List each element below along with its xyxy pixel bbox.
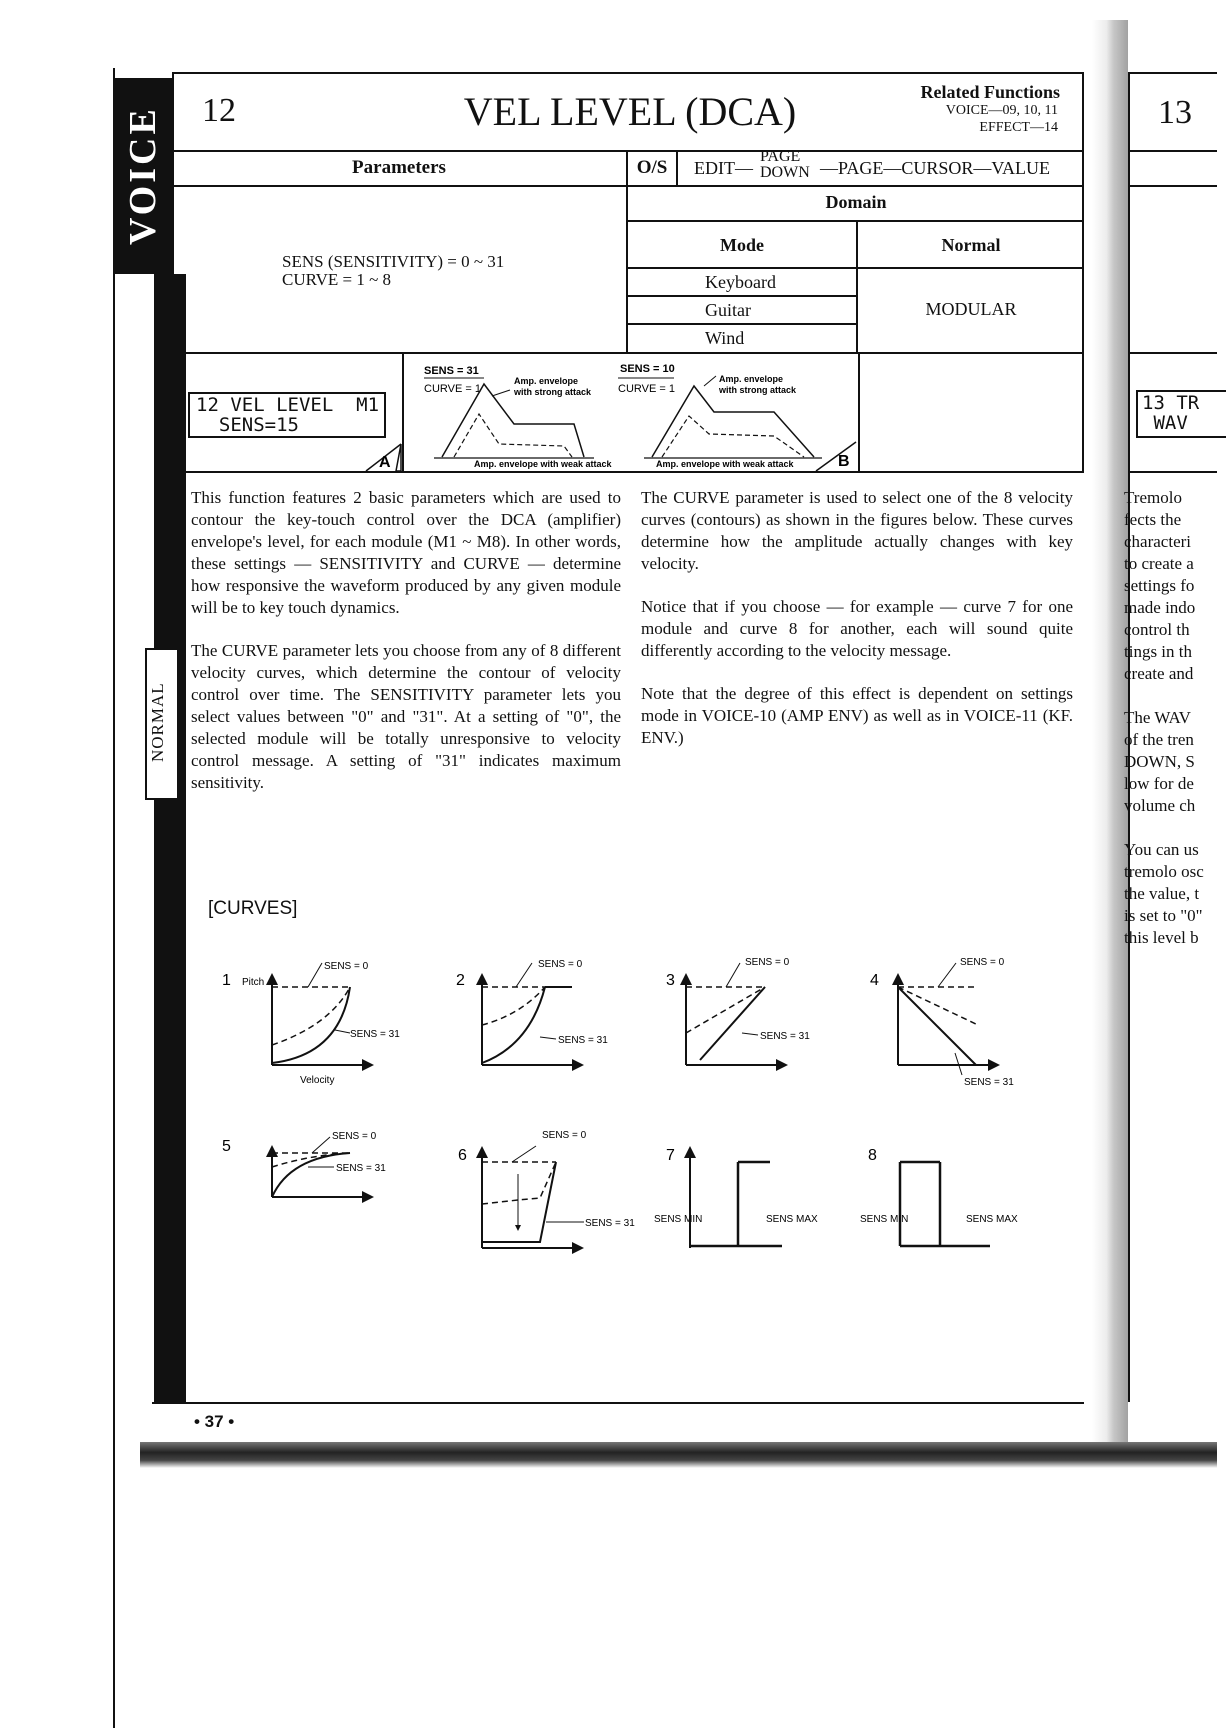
next-page-line: is set to "0" <box>1124 906 1203 925</box>
next-page-line: The WAV <box>1124 708 1191 727</box>
curve-4-sens31 <box>898 987 976 1065</box>
a-strong-2: with strong attack <box>514 387 592 397</box>
curve-3-mid <box>686 987 765 1033</box>
curve-1-sens31 <box>272 987 350 1063</box>
lcd-line-2: SENS=15 <box>196 414 299 436</box>
related-effect: EFFECT—14 <box>979 120 1058 135</box>
curve-1-mid <box>272 987 350 1045</box>
domain-rule <box>626 220 1084 222</box>
right-paragraph-2: Notice that if you choose — for example — curve 7 for one module and curve 8 for another, each will sound quite differently according to the velocity message. <box>641 597 1073 660</box>
curve-3-sens0-label: SENS = 0 <box>745 957 790 968</box>
b-curve: CURVE = 1 <box>618 383 675 395</box>
next-page-header-bottom <box>1128 150 1217 152</box>
table-col-rule-2 <box>676 150 678 186</box>
curve-2-sens31-label: SENS = 31 <box>558 1035 608 1046</box>
a-weak-envelope <box>454 414 572 457</box>
next-page-line: tings in th <box>1124 642 1193 661</box>
mode-wind: Wind <box>705 328 745 348</box>
curve-7-index: 7 <box>666 1147 675 1164</box>
next-page-line: of the tren <box>1124 730 1194 749</box>
mode-header-rule <box>626 267 1084 269</box>
nav-rest: —PAGE—CURSOR—VALUE <box>820 158 1051 178</box>
normal-value: MODULAR <box>925 299 1017 319</box>
lcd-line-1: 12 VEL LEVEL M1 <box>196 394 380 416</box>
next-page-line: characteri <box>1124 532 1191 551</box>
next-page-line: low for de <box>1124 774 1194 793</box>
page-bottom-edge <box>140 1442 1217 1468</box>
param-sens: SENS (SENSITIVITY) = 0 ~ 31 <box>282 252 505 271</box>
next-page-line: You can us <box>1124 840 1199 859</box>
b-sens: SENS = 10 <box>620 363 675 375</box>
mode-keyboard: Keyboard <box>705 272 776 292</box>
curve-2-sens0-label: SENS = 0 <box>538 959 583 970</box>
curve-4-sens31-label: SENS = 31 <box>964 1077 1014 1088</box>
curve-8-index: 8 <box>868 1147 877 1164</box>
left-paragraph-1: This function features 2 basic parameters which are used to contour the key-touch control over the DCA (amplifier) envelope's level, for each module (M1 ~ M8). In other words, these settings — SENSITIVITY and CURVE — determine how responsive the waveform produced by any given module will be to key touch dynamics. <box>191 488 621 617</box>
curve-1-number: 1 <box>222 972 231 989</box>
curve-8-sens-max: SENS MAX <box>966 1214 1018 1225</box>
param-curve: CURVE = 1 ~ 8 <box>282 270 392 289</box>
label-a: A <box>379 454 391 471</box>
mode-row-rule-1 <box>626 295 858 297</box>
curve-8-sens-min: SENS MIN <box>860 1214 909 1225</box>
curve-2-mid <box>482 987 545 1025</box>
curve-3-ptr31 <box>742 1033 758 1035</box>
curve-5-number: 5 <box>222 1138 231 1155</box>
b-strong: Amp. envelope <box>719 374 784 384</box>
nav-down: DOWN <box>760 164 810 181</box>
domain-label: Domain <box>825 192 887 212</box>
left-column-text <box>191 487 621 815</box>
page-title: VEL LEVEL (DCA) <box>463 89 797 134</box>
table-row-rule <box>172 185 1084 187</box>
next-page-line: create and <box>1124 664 1194 683</box>
curve-2-ptr0 <box>516 963 532 987</box>
curve-7-sens-max: SENS MAX <box>766 1214 818 1225</box>
a-curve: CURVE = 1 <box>424 383 481 395</box>
curve-5-sens0-label: SENS = 0 <box>332 1131 377 1142</box>
next-page-line <box>1124 685 1217 707</box>
next-page-line: to create a <box>1124 554 1194 573</box>
curve-2-ptr31 <box>540 1037 556 1039</box>
a-pointer <box>492 390 510 396</box>
page-number: • 37 • <box>194 1412 235 1431</box>
curve-4-mid <box>898 987 978 1025</box>
curve-6-sens31-label: SENS = 31 <box>585 1218 635 1229</box>
curve-1-velocity: Velocity <box>300 1075 335 1086</box>
curve-1-ptr0 <box>308 963 322 987</box>
curve-2-number: 2 <box>456 972 465 989</box>
bottom-rule <box>152 1402 1084 1404</box>
next-page-line: the value, t <box>1124 884 1200 903</box>
curve-3-sens31-label: SENS = 31 <box>760 1031 810 1042</box>
next-page-header-top <box>1128 72 1217 74</box>
label-b: B <box>838 453 850 470</box>
curve-7-sens-min: SENS MIN <box>654 1214 703 1225</box>
envelope-diagram <box>174 354 860 472</box>
curve-6-mid <box>482 1162 556 1204</box>
right-column-text <box>641 487 1073 770</box>
next-page-line: this level b <box>1124 928 1199 947</box>
next-page-line: tremolo osc <box>1124 862 1204 881</box>
next-page-rule-2 <box>1128 185 1217 187</box>
mode-label: Mode <box>720 235 764 255</box>
curve-3-number: 3 <box>666 972 675 989</box>
a-strong: Amp. envelope <box>514 376 579 386</box>
curve-4-sens0-label: SENS = 0 <box>960 957 1005 968</box>
mode-row-rule-2 <box>626 323 858 325</box>
curve-1-pitch: Pitch <box>242 977 265 988</box>
next-page-line: Tremolo <box>1124 488 1182 507</box>
curve-4-ptr0 <box>938 963 956 987</box>
parameters-label: Parameters <box>352 157 446 178</box>
next-page-rule-4 <box>1128 471 1217 473</box>
normal-label: Normal <box>941 235 1001 255</box>
next-page-text <box>1124 487 1217 949</box>
voice-tab-label: VOICE <box>122 106 164 246</box>
right-page-shadow <box>1092 20 1128 1460</box>
curve-2-sens31 <box>482 987 545 1063</box>
related-functions-title: Related Functions <box>920 82 1060 102</box>
b-pointer <box>704 376 716 386</box>
left-paragraph-2: The CURVE parameter lets you choose from any of 8 different velocity curves, which determine the contour of velocity control over time. The SENSITIVITY parameter lets you select values between "0" and "31". At a setting of "0", the selected module will be totally unresponsive to velocity control message. A setting of "31" indicates maximum sensitivity. <box>191 641 621 792</box>
curve-4-number: 4 <box>870 972 879 989</box>
next-page-lcd-line-1: 13 TR <box>1142 392 1200 414</box>
curves-heading: [CURVES] <box>208 898 298 919</box>
normal-tab-label: NORMAL <box>148 682 167 762</box>
next-page-line: DOWN, S <box>1124 752 1195 771</box>
right-paragraph-3: Note that the degree of this effect is dependent on settings mode in VOICE-10 (AMP ENV) as well as in VOICE-11 (KF. ENV.) <box>641 684 1073 747</box>
related-voice: VOICE—09, 10, 11 <box>945 103 1058 118</box>
next-page-lcd-line-2: WAV <box>1142 412 1188 434</box>
curve-6-index: 6 <box>458 1147 467 1164</box>
next-page-rule-3 <box>1128 352 1217 354</box>
next-page-line: made indo <box>1124 598 1196 617</box>
a-weak: Amp. envelope with weak attack <box>474 459 612 469</box>
mode-guitar: Guitar <box>705 300 751 320</box>
curve-6-ptr0 <box>512 1146 536 1162</box>
right-paragraph-1: The CURVE parameter is used to select one of the 8 velocity curves (contours) as shown in the figures below. These curves determine how the amplitude actually changes with key velocity. <box>641 488 1073 573</box>
next-page-number: 13 <box>1158 94 1192 131</box>
next-page-line: volume ch <box>1124 796 1196 815</box>
curve-1-sens31-label: SENS = 31 <box>350 1029 400 1040</box>
nav-page: PAGE <box>760 148 801 165</box>
next-page-line: settings fo <box>1124 576 1195 595</box>
curve-1-sens0-label: SENS = 0 <box>324 961 369 972</box>
label-b-marker <box>816 442 856 471</box>
curve-6-sens0-label: SENS = 0 <box>542 1130 587 1141</box>
b-weak: Amp. envelope with weak attack <box>656 459 794 469</box>
b-strong-2: with strong attack <box>719 385 797 395</box>
curve-1-ptr31 <box>335 1030 350 1033</box>
a-sens: SENS = 31 <box>424 365 479 377</box>
next-page-line: control th <box>1124 620 1190 639</box>
curve-3-sens31 <box>700 987 765 1060</box>
b-strong-envelope <box>652 386 814 457</box>
curve-5-sens31-label: SENS = 31 <box>336 1163 386 1174</box>
nav-edit: EDIT— <box>694 158 753 178</box>
next-page-line <box>1124 817 1217 839</box>
curves-figure-lower <box>200 1130 1060 1258</box>
os-label: O/S <box>636 157 668 178</box>
curve-6-sens31 <box>482 1162 556 1242</box>
function-number: 12 <box>202 92 236 129</box>
curve-3-ptr0 <box>726 963 740 987</box>
next-page-line: fects the <box>1124 510 1182 529</box>
